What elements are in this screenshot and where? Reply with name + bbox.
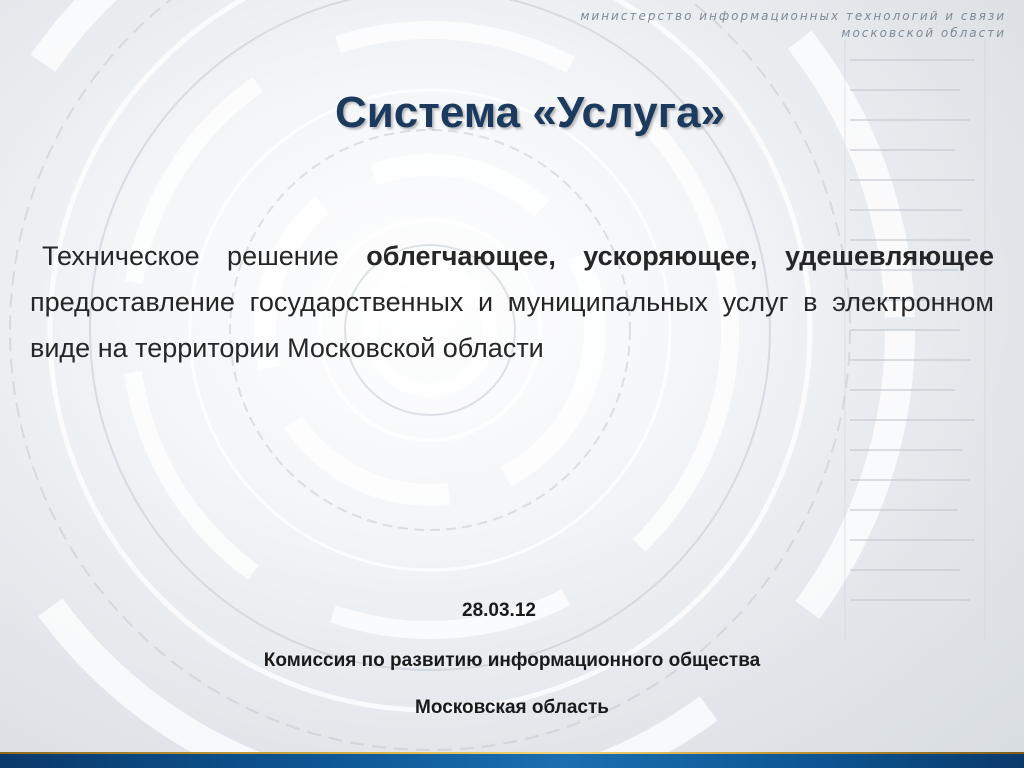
lead-paragraph xyxy=(30,233,994,371)
lead-text-emphasis: облегчающее, ускоряющее, удешевляющее xyxy=(366,241,994,271)
footer-bar xyxy=(0,752,1024,768)
ministry-header xyxy=(580,8,1006,42)
ministry-region: московской области xyxy=(841,26,1006,40)
slide-title: Система «Услуга» xyxy=(334,88,726,137)
lead-text-1: Техническое решение xyxy=(42,241,367,271)
ministry-name: министерство информационных технологий и связи xyxy=(580,9,1006,23)
region-name: Московская область xyxy=(415,697,609,718)
commission-name: Комиссия по развитию информационного общества xyxy=(263,650,761,671)
lead-text-2: предоставление государственных и муниципальных услуг в электронном виде на территории Московской области xyxy=(30,287,994,363)
footer-accent-line xyxy=(0,752,1024,754)
presentation-date: 28.03.12 xyxy=(462,600,536,621)
